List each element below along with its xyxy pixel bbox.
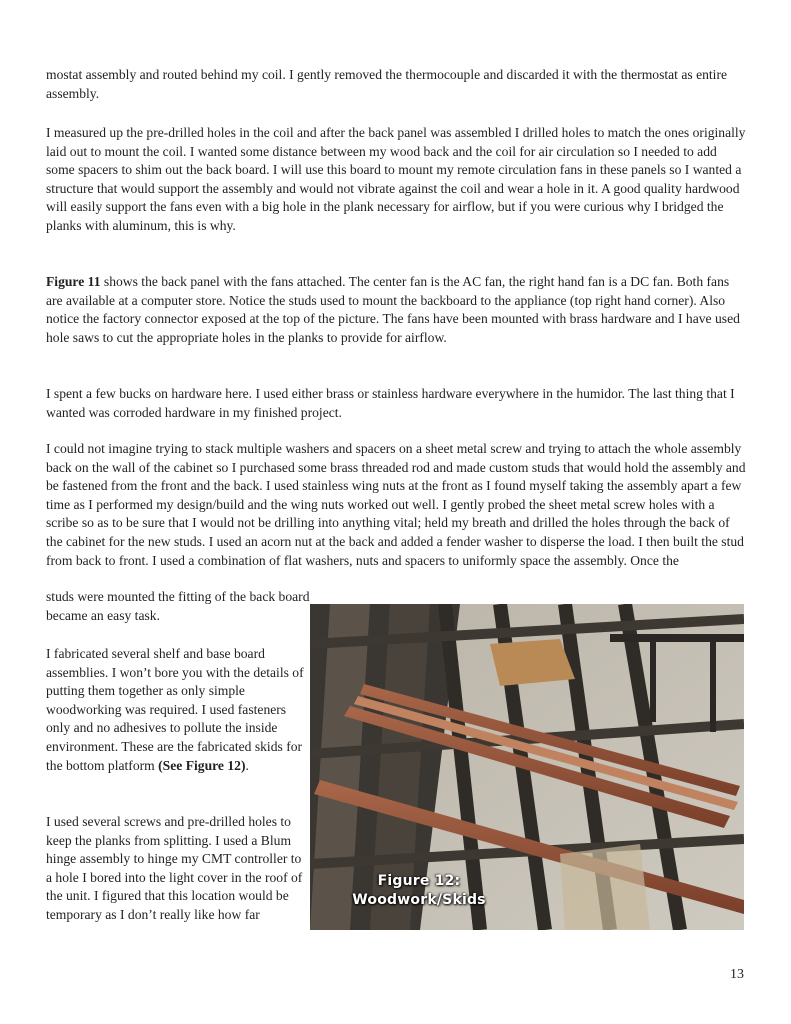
figure-12-caption: [344, 872, 494, 910]
page-number: 13: [730, 967, 744, 982]
paragraph-studs-continued: studs were mounted the fitting of the back board became an easy task.: [46, 589, 310, 623]
paragraph-shelf-assemblies: [46, 645, 306, 775]
figure-12-photo: [310, 604, 744, 930]
figure-11-reference: Figure 11: [46, 274, 101, 289]
paragraph-hardware: I spent a few bucks on hardware here. I used either brass or stainless hardware everywhere in the humidor. The last thing that I wanted was corroded hardware in my finished project.: [46, 386, 735, 420]
figure-caption-title: Figure 12:: [377, 873, 461, 889]
paragraph-thermostat: mostat assembly and routed behind my coil. I gently removed the thermocouple and discarded it with the thermostat as entire assembly.: [46, 67, 728, 101]
paragraph-hinge: I used several screws and pre-drilled holes to keep the planks from splitting. I used a Blum hinge assembly to hinge my CMT controller to a hole I bored into the light cover in the roof of the unit. I figured that this location would be temporary as I don’t really like how far: [46, 814, 303, 922]
paragraph-coil-mounting: I measured up the pre-drilled holes in the coil and after the back panel was assembled I drilled holes to match the ones originally laid out to mount the coil. I wanted some distance between my wood back and the coil for air circulation so I needed to add some spacers to shim out the back board. I will use this board to mount my remote circulation fans in these panels so I wanted a structure that would support the assembly and would not vibrate against the coil and wear a hole in it. A good quality hardwood will easily support the fans even with a big hole in the plank necessary for airflow, but if you were curious why I bridged the planks with aluminum, this is why.: [46, 125, 746, 233]
paragraph-shelf-end: .: [245, 757, 249, 773]
figure-12-reference: (See Figure 12): [158, 757, 246, 773]
paragraph-figure-11: [46, 273, 746, 347]
paragraph-shelf-text: I fabricated several shelf and base board assemblies. I won’t bore you with the details of putting them together as only simple woodworking was required. I used fasteners only and no adhesives to pollute the inside environment. These are the fabricated skids for the bottom platform: [46, 646, 304, 773]
paragraph-studs: I could not imagine trying to stack multiple washers and spacers on a sheet metal screw and trying to attach the whole assembly back on the wall of the cabinet so I purchased some brass threaded rod and made custom studs that would hold the assembly and be fastened from the front and the back. I used stainless wing nuts at the front as I found myself taking the assembly apart a few time as I performed my design/build and the wing nuts worked out well. I gently probed the sheet metal screw holes with a scribe so as to be sure that I would not be drilling into anything vital; held my breath and drilled the holes through the back of the cabinet for the new studs. I used an acorn nut at the back and added a fender washer to disperse the load. I then built the stud from back to front. I used a combination of flat washers, nuts and spacers to uniformly space the assembly. Once the: [46, 441, 746, 568]
figure-caption-subtitle: Woodwork/Skids: [352, 892, 486, 908]
paragraph-figure-11-text: shows the back panel with the fans attached. The center fan is the AC fan, the right hand fan is a DC fan. Both fans are available at a computer store. Notice the studs used to mount the backboard to the appliance (top right hand corner). Also notice the factory connector exposed at the top of the picture. The fans have been mounted with brass hardware and I have used hole saws to cut the appropriate holes in the planks to provide for airflow.: [46, 274, 740, 345]
